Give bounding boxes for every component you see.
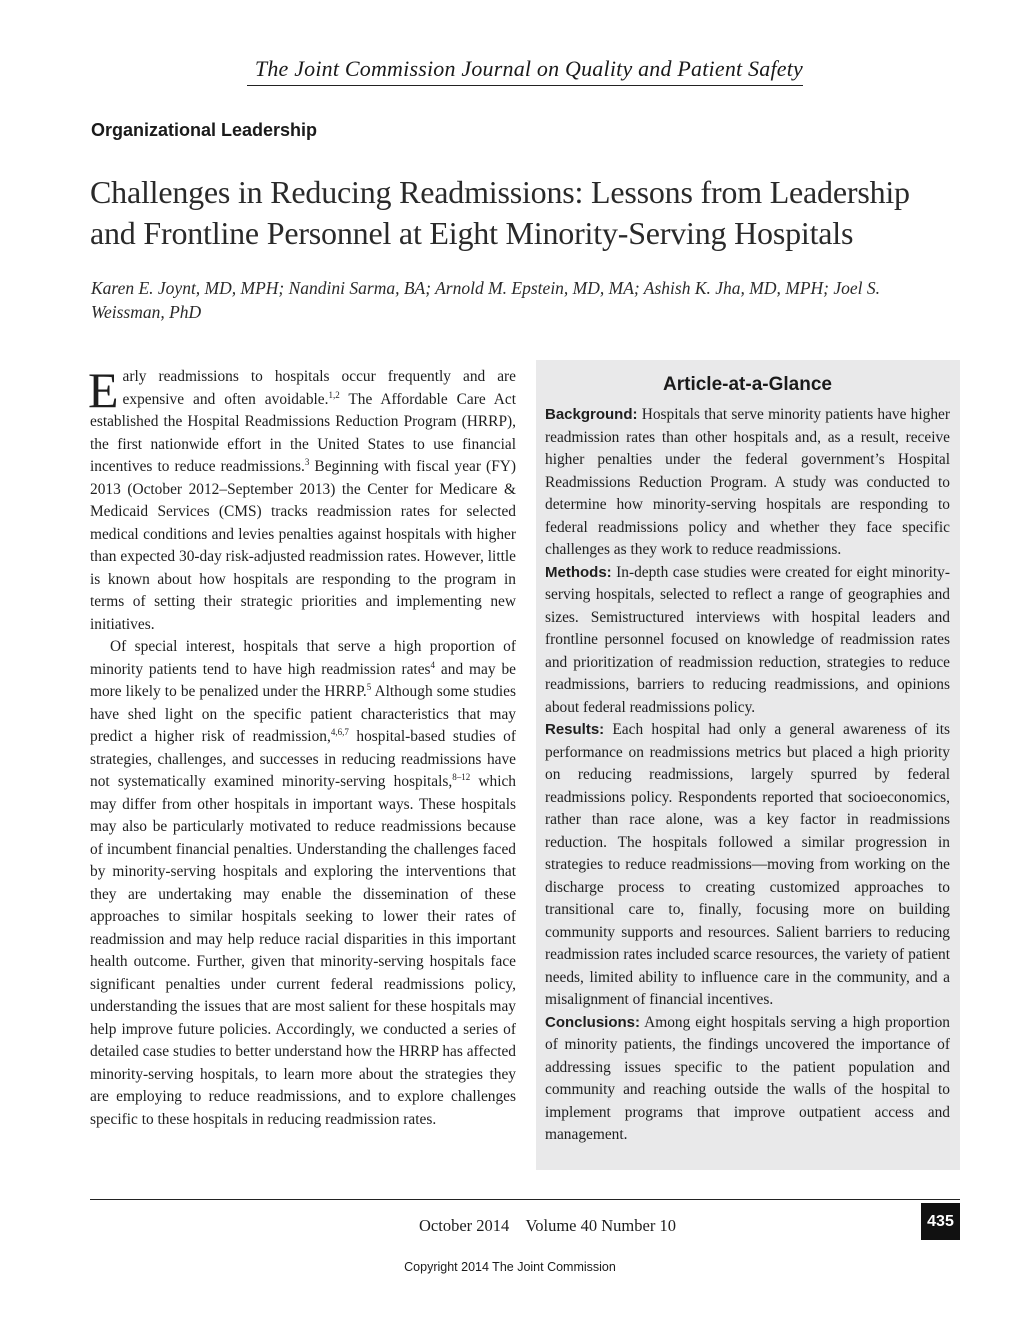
author-list: Karen E. Joynt, MD, MPH; Nandini Sarma, BA; Arnold M. Epstein, MD, MA; Ashish K. Jha, MD, MPH; Joel S. Weissman, PhD [91, 278, 881, 322]
results-text: Each hospital had only a general awareness of its performance on readmissions metrics but placed a high priority on reducing readmissions, largely spurred by federal readmissions policy. Respondents reported that socioeconomics, rather than race alone, was a key factor in readmissions reduction. The hospitals followed a similar progression in strategies to reduce readmissions—moving from working on the discharge process to creating customized approaches to transitional care to, finally, focusing more on building community supports and resources. Salient barriers to reducing readmission rates included scarce resources, the variety of patient needs, limited ability to influence care in the community, and a misalignment of financial incentives. [545, 721, 950, 1008]
body-text: arly readmissions to hospitals occur frequently and are expensive and often avoidable. [122, 368, 516, 408]
citation-ref: 8–12 [452, 771, 471, 782]
body-text: hospital-based studies of strategies, challenges, and successes in reducing readmissions have not systematically examined minority-serving hospitals, [90, 728, 516, 790]
citation-ref: 3 [304, 456, 310, 467]
body-text: and may be more likely to be penalized under the HRRP. [90, 660, 516, 700]
body-paragraph-1 [88, 362, 516, 636]
glance-results [545, 719, 950, 1012]
copyright-notice: Copyright 2014 The Joint Commission [404, 1260, 616, 1274]
citation-ref: 4,6,7 [330, 726, 349, 737]
page-number: 435 [921, 1203, 960, 1240]
glance-methods [545, 562, 950, 720]
glance-background [545, 404, 950, 562]
methods-text: In-depth case studies were created for eight minority-serving hospitals, selected to reflect a range of geographies and sizes. Semistructured interviews with hospital leaders and frontline personnel focused on knowledge of readmission rates and prioritization of readmission reduction, strategies to reduce readmissions, barriers to reducing readmissions, and opinions about federal readmissions policy. [545, 563, 950, 716]
journal-header: The Joint Commission Journal on Quality and Patient Safety [247, 56, 803, 86]
drop-cap: E [88, 362, 119, 418]
issue-info: October 2014 Volume 40 Number 10 [419, 1216, 676, 1235]
article-at-a-glance-box [536, 360, 960, 1170]
glance-conclusions [545, 1012, 950, 1147]
background-text: Hospitals that serve minority patients have higher readmission rates than other hospitals and, as a result, receive higher penalties under the federal government’s Hospital Readmissions Reduction Program. A study was conducted to determine how minority-serving hospitals are responding to federal readmissions policy and whether they face specific challenges as they work to reduce readmissions. [545, 406, 950, 558]
footer-divider [90, 1199, 960, 1200]
body-text: Although some studies have shed light on the specific patient characteristics that may predict a higher risk of readmission, [90, 683, 517, 745]
body-text: Of special interest, hospitals that serve a high proportion of minority patients tend to have high readmission rates [90, 638, 516, 678]
conclusions-text: Among eight hospitals serving a high proportion of minority patients, the findings uncovered the importance of addressing issues specific to the patient population and community and reaching outside the walls of the hospital to implement programs that improve outpatient access and management. [545, 1013, 950, 1143]
article-title: Challenges in Reducing Readmissions: Lessons from Leadership and Frontline Personnel at Eight Minority-Serving Hospitals [90, 174, 910, 251]
results-label: Results: [545, 721, 605, 738]
citation-ref: 5 [366, 681, 372, 692]
background-label: Background: [545, 406, 638, 423]
section-label: Organizational Leadership [91, 120, 318, 140]
citation-ref: 4 [430, 659, 436, 670]
body-text: The Affordable Care Act established the Hospital Readmissions Reduction Program (HRRP), the first nationwide effort in the United States to use financial incentives to reduce readmissions. [90, 390, 516, 475]
conclusions-label: Conclusions: [545, 1013, 641, 1031]
citation-ref: 1,2 [328, 389, 340, 400]
methods-label: Methods: [545, 563, 612, 581]
body-text: which may differ from other hospitals in important ways. These hospitals may also be particularly motivated to reduce readmissions because of incumbent financial penalties. Understanding the challenges faced by minority-serving hospitals and exploring the interventions that they are undertaking may enable the dissemination of these approaches to similar hospitals seeking to lower their rates of readmission and may help reduce racial disparities in this important health outcome. Further, given that minority-serving hospitals face significant penalties under current federal readmissions policy, understanding the issues that are most salient for these hospitals may help improve future policies. Accordingly, we conducted a series of detailed case studies to better understand how the HRRP has affected minority-serving hospitals, to learn more about the strategies they are employing to reduce readmissions, and to explore challenges specific to these hospitals in reducing readmission rates. [90, 773, 516, 1128]
body-text: Beginning with fiscal year (FY) 2013 (October 2012–September 2013) the Center for Medicare & Medicaid Services (CMS) tracks readmission rates for selected medical conditions and levies penalties against hospitals with higher than expected 30-day risk-adjusted readmission rates. However, little is known about how hospitals are responding to the program in terms of setting their strategic priorities and implementing new initiatives. [90, 458, 516, 633]
body-paragraph-2 [90, 636, 516, 1131]
body-column [88, 362, 517, 1131]
glance-title: Article-at-a-Glance [663, 374, 832, 395]
